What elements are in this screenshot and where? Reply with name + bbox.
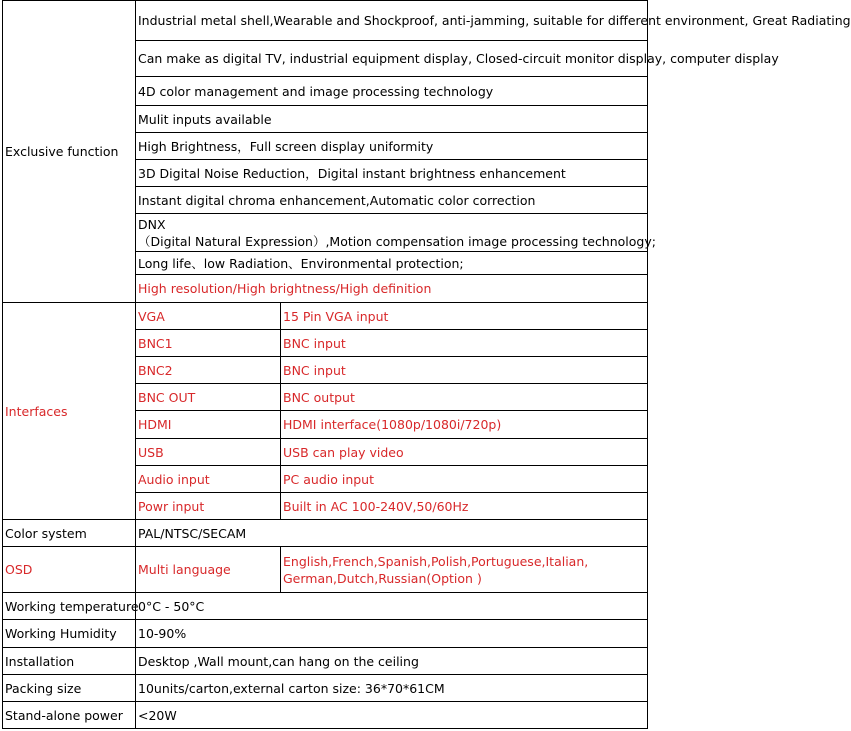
interface-desc: 15 Pin VGA input: [281, 303, 648, 330]
table-row: [3, 675, 648, 702]
table-row: [3, 303, 648, 330]
table-row: [3, 593, 648, 620]
power-label: Stand-alone power: [3, 702, 136, 729]
exclusive-item: Can make as digital TV, industrial equipment display, Closed-circuit monitor display, computer display: [136, 41, 648, 77]
color-system-value: PAL/NTSC/SECAM: [136, 520, 648, 547]
interface-name: BNC2: [136, 357, 281, 384]
color-system-label: Color system: [3, 520, 136, 547]
osd-name: Multi language: [136, 547, 281, 593]
osd-desc: [281, 547, 648, 593]
exclusive-label: Exclusive function: [3, 1, 136, 303]
exclusive-item: [136, 214, 656, 252]
interface-desc: BNC input: [281, 330, 648, 357]
interface-name: VGA: [136, 303, 281, 330]
table-row: [3, 702, 648, 729]
dnx-desc: （Digital Natural Expression）,Motion compensation image processing technology;: [138, 233, 656, 249]
interface-desc: BNC output: [281, 384, 648, 411]
exclusive-item: High Brightness，Full screen display uniformity: [136, 133, 648, 160]
table-row: [3, 648, 648, 675]
exclusive-item: Long life、low Radiation、Environmental protection;: [136, 252, 648, 275]
interface-desc: Built in AC 100-240V,50/60Hz: [281, 493, 648, 520]
exclusive-item: Instant digital chroma enhancement,Automatic color correction: [136, 187, 648, 214]
table-row: [3, 547, 648, 593]
interfaces-label: Interfaces: [3, 303, 136, 520]
interface-desc: PC audio input: [281, 466, 648, 493]
table-row: [3, 520, 648, 547]
interface-name: BNC OUT: [136, 384, 281, 411]
humidity-label: Working Humidity: [3, 620, 136, 648]
interfaces-headline: High resolution/High brightness/High definition: [136, 275, 648, 303]
interface-desc: HDMI interface(1080p/1080i/720p): [281, 411, 648, 439]
exclusive-item: 3D Digital Noise Reduction，Digital instant brightness enhancement: [136, 160, 648, 187]
osd-desc-line2: German,Dutch,Russian(Option ): [283, 570, 482, 586]
temperature-label: Working temperature: [3, 593, 136, 620]
installation-value: Desktop ,Wall mount,can hang on the ceiling: [136, 648, 648, 675]
spec-table: [2, 0, 851, 729]
osd-desc-line1: English,French,Spanish,Polish,Portuguese,Italian,: [283, 553, 589, 569]
table-row: [3, 620, 648, 648]
interface-desc: USB can play video: [281, 439, 648, 466]
packing-label: Packing size: [3, 675, 136, 702]
exclusive-item: 4D color management and image processing technology: [136, 77, 648, 106]
interface-name: Audio input: [136, 466, 281, 493]
table-row: [3, 1, 648, 41]
osd-label: OSD: [3, 547, 136, 593]
interface-name: BNC1: [136, 330, 281, 357]
dnx-title: DNX: [138, 216, 166, 232]
interface-name: HDMI: [136, 411, 281, 439]
temperature-value: 0°C - 50°C: [136, 593, 648, 620]
interface-name: USB: [136, 439, 281, 466]
humidity-value: 10-90%: [136, 620, 648, 648]
exclusive-item: Industrial metal shell,Wearable and Shockproof, anti-jamming, suitable for different environment, Great Radiating: [136, 1, 648, 41]
exclusive-item: Mulit inputs available: [136, 106, 648, 133]
power-value: <20W: [136, 702, 648, 729]
interface-desc: BNC input: [281, 357, 648, 384]
packing-value: 10units/carton,external carton size: 36*70*61CM: [136, 675, 648, 702]
installation-label: Installation: [3, 648, 136, 675]
interface-name: Powr input: [136, 493, 281, 520]
